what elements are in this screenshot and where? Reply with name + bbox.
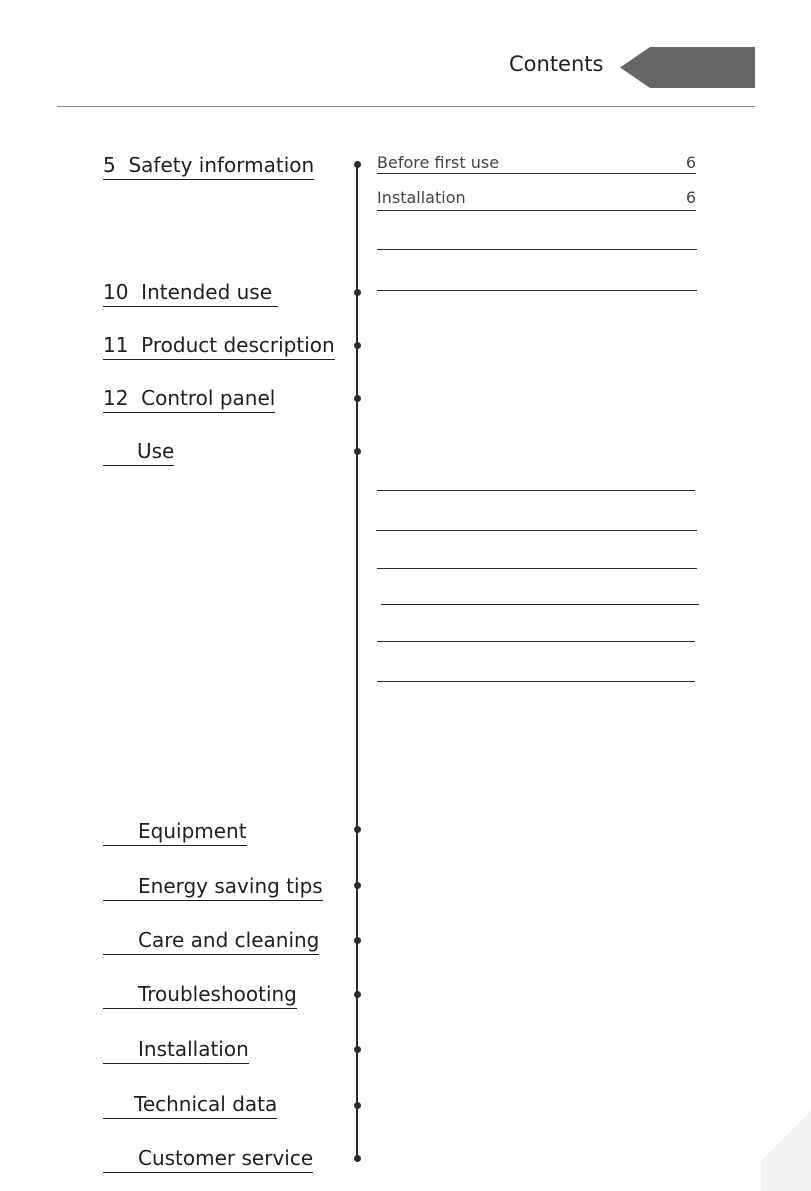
toc-entry-title: Product description: [141, 333, 335, 357]
toc-entry-product-description[interactable]: [103, 332, 335, 360]
toc-blank-rule: [377, 290, 697, 291]
timeline-dot: [354, 161, 361, 168]
toc-entry-safety-information[interactable]: [103, 152, 314, 180]
timeline-dot: [354, 882, 361, 889]
toc-blank-rule: [377, 249, 697, 250]
toc-entry-title: Care and cleaning: [138, 928, 320, 952]
toc-page-number: 10: [103, 280, 129, 304]
toc-subentry-installation[interactable]: [377, 188, 696, 211]
toc-blank-rule: [377, 568, 697, 569]
toc-page-number: 12: [103, 386, 129, 410]
toc-blank-rule: [381, 604, 699, 605]
timeline-dot: [354, 1155, 361, 1162]
toc-entry-title: Technical data: [134, 1092, 278, 1116]
timeline-dot: [354, 1046, 361, 1053]
toc-entry-control-panel[interactable]: [103, 385, 275, 413]
contents-tab-marker: [620, 47, 755, 88]
timeline-line: [356, 163, 358, 1159]
toc-entry-title: Customer service: [138, 1146, 314, 1170]
toc-blank-rule: [377, 681, 695, 682]
header-divider: [57, 106, 755, 107]
toc-subentry-title: Installation: [377, 188, 466, 207]
toc-entry-title: Equipment: [138, 819, 247, 843]
toc-entry-equipment[interactable]: [103, 818, 247, 846]
toc-entry-title: Installation: [138, 1037, 249, 1061]
timeline-dot: [354, 937, 361, 944]
toc-subentry-page: 6: [685, 153, 696, 172]
toc-entry-use[interactable]: [103, 438, 174, 466]
toc-entry-title: Energy saving tips: [138, 874, 323, 898]
toc-entry-technical-data[interactable]: [103, 1091, 277, 1119]
timeline-dot: [354, 289, 361, 296]
toc-subentry-page: 6: [685, 188, 696, 207]
toc-subentry-before-first-use[interactable]: [377, 153, 696, 174]
timeline-dot: [354, 395, 361, 402]
timeline-dot: [354, 991, 361, 998]
timeline-dot: [354, 826, 361, 833]
toc-page-number: 5: [103, 153, 116, 177]
timeline-dot: [354, 342, 361, 349]
toc-page-number: 11: [103, 333, 129, 357]
toc-entry-title: Safety information: [128, 153, 315, 177]
toc-entry-customer-service[interactable]: [103, 1145, 313, 1173]
toc-blank-rule: [377, 490, 695, 491]
toc-blank-rule: [377, 641, 695, 642]
page-title: Contents: [509, 52, 604, 76]
toc-blank-rule: [376, 530, 697, 531]
toc-entry-installation[interactable]: [103, 1036, 249, 1064]
page-corner-shadow: [761, 1111, 811, 1191]
toc-subentry-title: Before first use: [377, 153, 500, 172]
timeline-dot: [354, 448, 361, 455]
toc-entry-title: Troubleshooting: [138, 982, 297, 1006]
toc-entry-troubleshooting[interactable]: [103, 981, 297, 1009]
timeline-dot: [354, 1102, 361, 1109]
toc-entry-care-and-cleaning[interactable]: [103, 927, 319, 955]
toc-entry-title: Use: [137, 439, 175, 463]
toc-entry-title: Intended use: [141, 280, 273, 304]
toc-entry-title: Control panel: [141, 386, 276, 410]
toc-entry-energy-saving-tips[interactable]: [103, 873, 323, 901]
toc-entry-intended-use[interactable]: [103, 279, 278, 307]
